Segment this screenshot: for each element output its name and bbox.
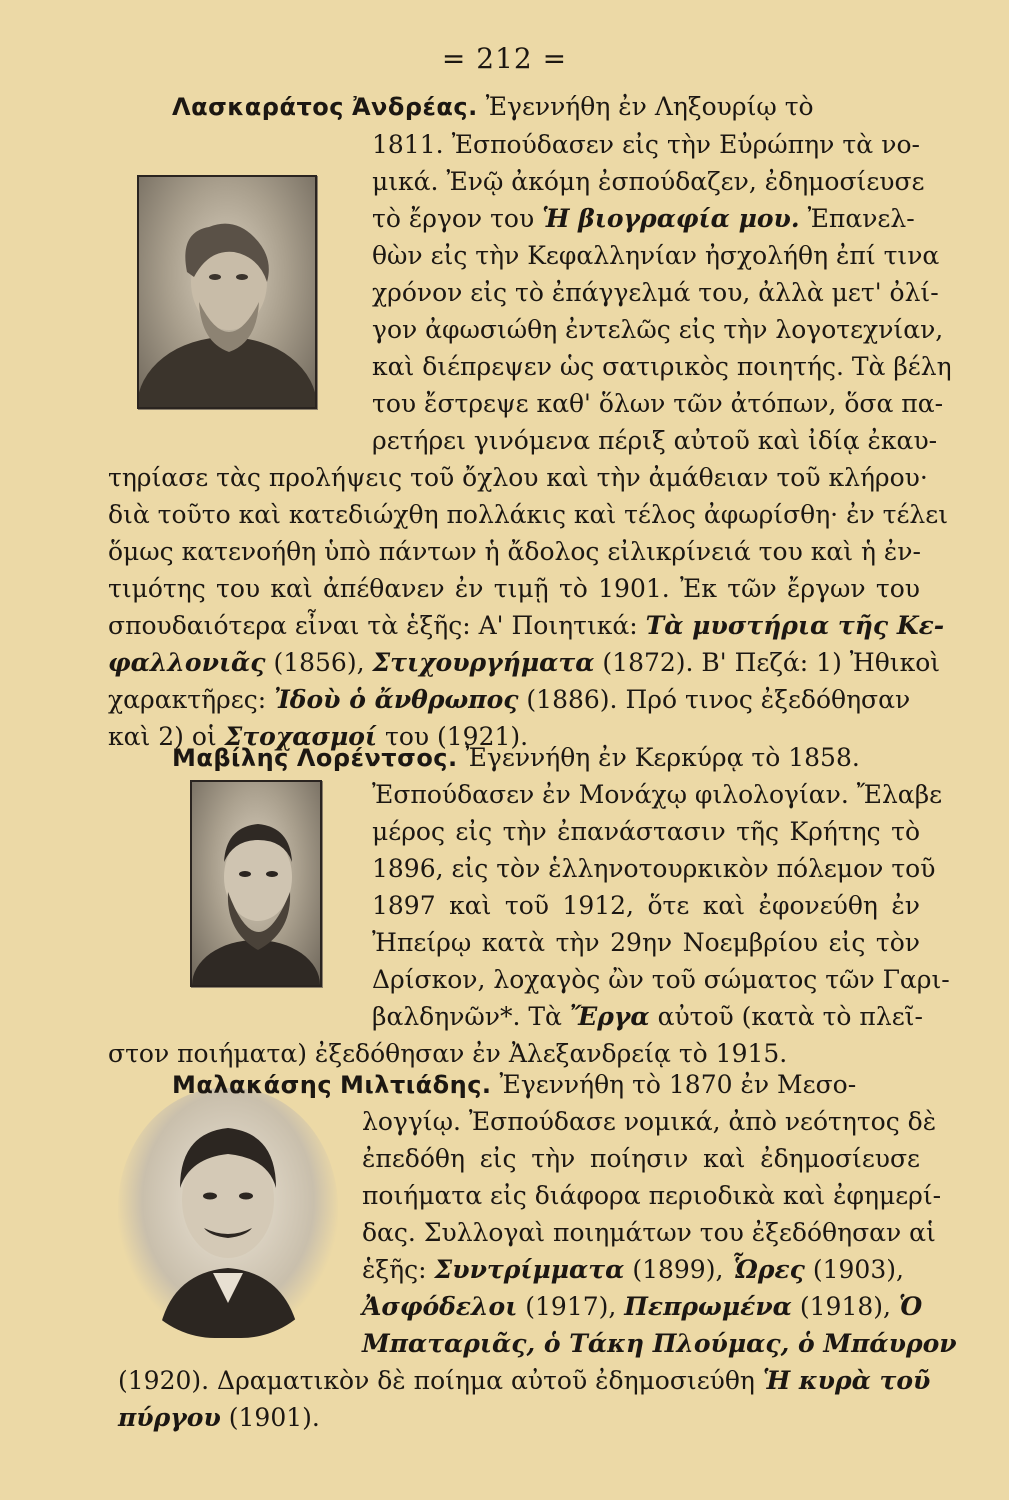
entry-firstname: Ἀνδρέας. xyxy=(351,93,478,121)
text-line-mixed xyxy=(118,1401,320,1435)
text-line: θὼν εἰς τὴν Κεφαλληνίαν ἠσχολήθη ἐπί τινα xyxy=(372,241,940,270)
text-line: δας. Συλλογαὶ ποιημάτων του ἐξεδόθησαν αἱ xyxy=(362,1218,936,1247)
text-fragment: (1901). xyxy=(228,1403,320,1432)
text-fragment: (1899), xyxy=(632,1255,724,1284)
work-title: Ὁ xyxy=(898,1292,923,1321)
text-fragment: αὐτοῦ (κατὰ τὸ πλεῖ- xyxy=(657,1002,923,1031)
text-fragment: Ἐπανελ- xyxy=(807,204,915,233)
entry-surname: Λασκαράτος xyxy=(172,93,344,121)
text-fragment: ἑξῆς: xyxy=(362,1255,427,1284)
text-fragment: (1886). Πρό τινος ἐξεδόθησαν xyxy=(526,685,911,714)
entry-surname: Μαβίλης xyxy=(172,744,289,772)
text-line-mixed xyxy=(108,646,941,680)
text-line: Ἐγεννήθη ἐν Κερκύρᾳ τὸ 1858. xyxy=(465,743,860,772)
entry-surname: Μαλακάσης xyxy=(172,1071,333,1099)
text-line: ποιήματα εἰς διάφορα περιοδικὰ καὶ ἐφημερί- xyxy=(362,1181,942,1210)
work-title: πύργου xyxy=(118,1403,221,1432)
portrait-mavilis xyxy=(190,780,322,987)
entry-heading-malakasis xyxy=(172,1068,856,1102)
portrait-laskaratos-image xyxy=(139,177,315,407)
portrait-malakasis xyxy=(118,1088,338,1338)
text-fragment: (1856), xyxy=(273,648,365,677)
text-line: μέρος εἰς τὴν ἐπανάστασιν τῆς Κρήτης τὸ xyxy=(372,817,920,846)
work-title: φαλλονιᾶς xyxy=(108,648,266,677)
text-line: διὰ τοῦτο καὶ κατεδιώχθη πολλάκις καὶ τέλος ἀφωρίσθη· ἐν τέλει xyxy=(108,500,949,529)
text-line: 1897 καὶ τοῦ 1912, ὅτε καὶ ἐφονεύθη ἐν xyxy=(372,891,920,920)
entry-heading-mavilis xyxy=(172,741,860,775)
portrait-malakasis-image xyxy=(118,1088,338,1338)
text-line: ὅμως κατενοήθη ὑπὸ πάντων ἡ ἄδολος εἰλικρίνειά του καὶ ἡ ἐν- xyxy=(108,537,921,566)
text-fragment: του (1921). xyxy=(384,722,529,751)
text-line: γον ἀφωσιώθη ἐντελῶς εἰς τὴν λογοτεχνίαν, xyxy=(372,315,944,344)
work-title: Ἡ κυρὰ τοῦ xyxy=(762,1366,931,1395)
text-line: χρόνον εἰς τὸ ἐπάγγελμά του, ἀλλὰ μετ' ὀλί- xyxy=(372,278,939,307)
work-title: Στιχουργήματα xyxy=(372,648,595,677)
work-title: Μπαταριᾶς, ὁ Τάκη Πλούμας, ὁ Μπάυρον xyxy=(362,1329,957,1358)
text-fragment: (1918), xyxy=(799,1292,891,1321)
text-fragment: χαρακτῆρες: xyxy=(108,685,267,714)
work-title: Πεπρωμένα xyxy=(624,1292,792,1321)
entry-firstname: Μιλτιάδης. xyxy=(340,1071,492,1099)
text-line: 1896, εἰς τὸν ἑλληνοτουρκικὸν πόλεμον τοῦ xyxy=(372,854,936,883)
text-fragment: (1920). Δραματικὸν δὲ ποίημα αὐτοῦ ἐδημοσιεύθη xyxy=(118,1366,755,1395)
text-line-mixed xyxy=(372,1000,923,1034)
text-line-mixed xyxy=(362,1327,957,1361)
text-line: Ἐσπούδασεν ἐν Μονάχῳ φιλολογίαν. Ἔλαβε xyxy=(372,780,943,809)
text-line: Ἐγεννήθη ἐν Ληξουρίῳ τὸ xyxy=(485,92,814,121)
work-title: Ὧρες xyxy=(731,1255,805,1284)
portrait-mavilis-image xyxy=(192,782,320,985)
text-line: ἐπεδόθη εἰς τὴν ποίησιν καὶ ἐδημοσίευσε xyxy=(362,1144,920,1173)
text-line: Ἠπείρῳ κατὰ τὴν 29ην Νοεμβρίου εἰς τὸν xyxy=(372,928,920,957)
text-fragment: βαλδηνῶν*. Τὰ xyxy=(372,1002,562,1031)
entry-firstname: Λορέντσος. xyxy=(296,744,458,772)
text-line-mixed xyxy=(118,1364,931,1398)
text-line: του ἔστρεψε καθ' ὅλων τῶν ἀτόπων, ὅσα πα- xyxy=(372,389,944,418)
text-line: λογγίῳ. Ἐσπούδασε νομικά, ἀπὸ νεότητος δὲ xyxy=(362,1107,937,1136)
text-line-mixed xyxy=(372,202,920,236)
page-number: = 212 = xyxy=(441,42,568,75)
work-title: Ἰδοὺ ὁ ἄνθρωπος xyxy=(274,685,519,714)
text-line: ρετήρει γινόμενα πέριξ αὐτοῦ καὶ ἰδίᾳ ἐκαυ- xyxy=(372,426,938,455)
portrait-laskaratos xyxy=(137,175,317,409)
text-fragment: (1903), xyxy=(812,1255,904,1284)
text-fragment: καὶ 2) οἱ xyxy=(108,722,217,751)
work-title: Συντρίμματα xyxy=(434,1255,625,1284)
entry-heading-laskaratos xyxy=(172,90,814,124)
text-fragment: (1872). Β' Πεζά: 1) Ἠθικοὶ xyxy=(602,648,941,677)
text-line-mixed xyxy=(108,609,945,643)
text-line: μικά. Ἐνῷ ἀκόμη ἐσπούδαζεν, ἐδημοσίευσε xyxy=(372,167,925,196)
text-line: Ἐγεννήθη τὸ 1870 ἐν Μεσο- xyxy=(499,1070,857,1099)
work-title: Ἀσφόδελοι xyxy=(362,1292,518,1321)
text-line: καὶ διέπρεψεν ὡς σατιρικὸς ποιητής. Τὰ βέλη xyxy=(372,352,952,381)
text-fragment: τὸ ἔργον του xyxy=(372,204,535,233)
text-line-mixed xyxy=(362,1290,923,1324)
work-title: Ἡ βιογραφία μου. xyxy=(542,204,800,233)
work-title: Τὰ μυστήρια τῆς Κε- xyxy=(645,611,945,640)
text-line: στον ποιήματα) ἐξεδόθησαν ἐν Ἀλεξανδρείᾳ τὸ 1915. xyxy=(108,1039,788,1068)
text-line-mixed xyxy=(362,1253,920,1287)
work-title: Ἔργα xyxy=(569,1002,650,1031)
work-title: Στοχασμοί xyxy=(224,722,378,751)
text-line: τηρίασε τὰς προλήψεις τοῦ ὄχλου καὶ τὴν ἀμάθειαν τοῦ κλήρου· xyxy=(108,463,928,492)
text-fragment: σπουδαιότερα εἶναι τὰ ἑξῆς: Α' Ποιητικά: xyxy=(108,611,638,640)
text-line-mixed xyxy=(108,683,920,717)
text-line: τιμότης του καὶ ἀπέθανεν ἐν τιμῇ τὸ 1901. Ἐκ τῶν ἔργων του xyxy=(108,574,920,603)
text-line: Δρίσκον, λοχαγὸς ὢν τοῦ σώματος τῶν Γαρι- xyxy=(372,965,950,994)
text-fragment: (1917), xyxy=(525,1292,617,1321)
text-line: 1811. Ἐσπούδασεν εἰς τὴν Εὐρώπην τὰ νο- xyxy=(372,130,920,159)
